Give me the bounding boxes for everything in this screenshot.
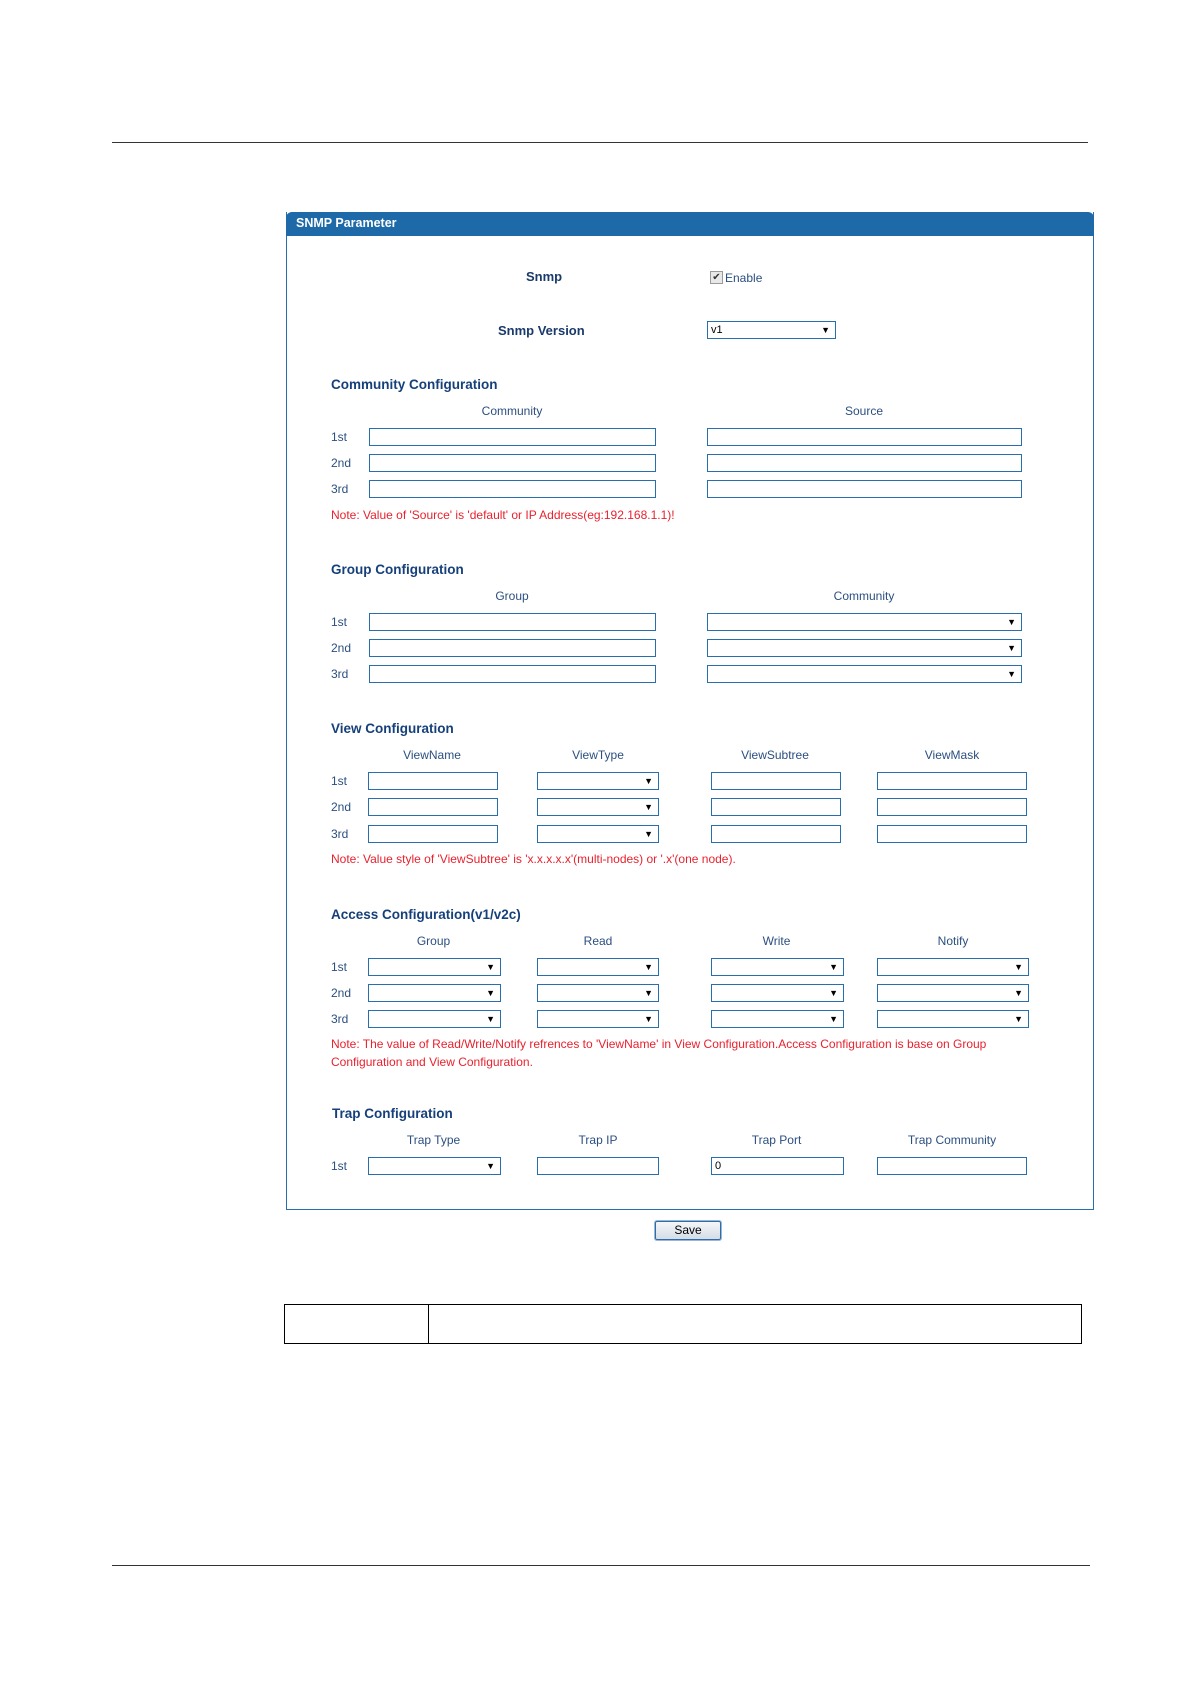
access-note-line1: Note: The value of Read/Write/Notify refrences to 'ViewName' in View Configuration.Access Configuration is base on Group [331, 1037, 987, 1051]
row-label: 2nd [331, 641, 352, 655]
dropdown-arrow-icon: ▼ [1007, 643, 1016, 653]
access-read-2-select[interactable] [537, 984, 659, 1002]
viewtype-3-select[interactable] [537, 825, 659, 843]
description-table [284, 1304, 1082, 1344]
col-header-viewmask: ViewMask [924, 748, 980, 762]
dropdown-arrow-icon: ▼ [1007, 617, 1016, 627]
access-notify-2-select[interactable] [877, 984, 1029, 1002]
dropdown-arrow-icon: ▼ [1007, 669, 1016, 679]
row-label: 1st [331, 615, 348, 629]
col-header-community: Community [833, 589, 895, 603]
group-community-1-select[interactable] [707, 613, 1022, 631]
snmp-enable-checkbox[interactable] [710, 271, 723, 284]
col-header-read: Read [583, 934, 613, 948]
access-group-3-select[interactable] [368, 1010, 501, 1028]
dropdown-arrow-icon: ▼ [821, 325, 830, 335]
viewmask-3-input[interactable] [877, 825, 1027, 843]
access-config-title: Access Configuration(v1/v2c) [331, 907, 521, 922]
col-header-group: Group [495, 589, 529, 603]
enable-label: Enable [725, 271, 763, 285]
viewsubtree-3-input[interactable] [711, 825, 841, 843]
snmp-version-label: Snmp Version [498, 323, 585, 338]
group-3-input[interactable] [369, 665, 656, 683]
access-write-2-select[interactable] [711, 984, 844, 1002]
snmp-version-select[interactable] [707, 321, 836, 339]
col-header-trap-port: Trap Port [751, 1133, 802, 1147]
access-read-3-select[interactable] [537, 1010, 659, 1028]
col-header-trap-type: Trap Type [406, 1133, 461, 1147]
dropdown-arrow-icon: ▼ [486, 962, 495, 972]
viewtype-1-select[interactable] [537, 772, 659, 790]
dropdown-arrow-icon: ▼ [1014, 1014, 1023, 1024]
snmp-parameter-panel [286, 212, 1094, 1210]
trap-ip-input[interactable] [537, 1157, 659, 1175]
col-header-viewname: ViewName [403, 748, 461, 762]
dropdown-arrow-icon: ▼ [486, 1014, 495, 1024]
source-3-input[interactable] [707, 480, 1022, 498]
col-header-group: Group [416, 934, 451, 948]
viewname-3-input[interactable] [368, 825, 498, 843]
save-button[interactable]: Save [655, 1221, 721, 1240]
row-label: 3rd [331, 482, 349, 496]
community-config-title: Community Configuration [331, 377, 498, 392]
dropdown-arrow-icon: ▼ [829, 988, 838, 998]
source-2-input[interactable] [707, 454, 1022, 472]
col-header-notify: Notify [937, 934, 969, 948]
col-header-trap-ip: Trap IP [578, 1133, 618, 1147]
dropdown-arrow-icon: ▼ [486, 1161, 495, 1171]
group-community-2-select[interactable] [707, 639, 1022, 657]
group-config-title: Group Configuration [331, 562, 464, 577]
row-label: 3rd [331, 667, 349, 681]
row-label: 1st [331, 430, 348, 444]
group-2-input[interactable] [369, 639, 656, 657]
dropdown-arrow-icon: ▼ [644, 988, 653, 998]
viewsubtree-2-input[interactable] [711, 798, 841, 816]
viewname-1-input[interactable] [368, 772, 498, 790]
access-group-1-select[interactable] [368, 958, 501, 976]
row-label: 3rd [331, 1012, 349, 1026]
col-header-trap-community: Trap Community [907, 1133, 997, 1147]
dropdown-arrow-icon: ▼ [829, 1014, 838, 1024]
dropdown-arrow-icon: ▼ [829, 962, 838, 972]
row-label: 1st [331, 774, 348, 788]
community-2-input[interactable] [369, 454, 656, 472]
trap-config-title: Trap Configuration [332, 1106, 453, 1121]
viewtype-2-select[interactable] [537, 798, 659, 816]
row-label: 2nd [331, 456, 352, 470]
row-label: 2nd [331, 800, 352, 814]
view-config-title: View Configuration [331, 721, 454, 736]
panel-header [286, 212, 1094, 236]
trap-port-input[interactable]: 0 [711, 1157, 844, 1175]
dropdown-arrow-icon: ▼ [644, 802, 653, 812]
group-1-input[interactable] [369, 613, 656, 631]
row-label: 2nd [331, 986, 352, 1000]
col-header-community: Community [481, 404, 543, 418]
access-notify-1-select[interactable] [877, 958, 1029, 976]
dropdown-arrow-icon: ▼ [644, 962, 653, 972]
snmp-label: Snmp [526, 269, 563, 284]
row-label: 3rd [331, 827, 349, 841]
dropdown-arrow-icon: ▼ [1014, 962, 1023, 972]
col-header-source: Source [844, 404, 884, 418]
table-divider [428, 1305, 429, 1343]
viewmask-1-input[interactable] [877, 772, 1027, 790]
viewsubtree-1-input[interactable] [711, 772, 841, 790]
check-icon: ✔ [712, 272, 721, 283]
access-notify-3-select[interactable] [877, 1010, 1029, 1028]
community-1-input[interactable] [369, 428, 656, 446]
col-header-write: Write [762, 934, 791, 948]
access-group-2-select[interactable] [368, 984, 501, 1002]
bottom-rule [112, 1565, 1090, 1566]
dropdown-arrow-icon: ▼ [1014, 988, 1023, 998]
viewmask-2-input[interactable] [877, 798, 1027, 816]
access-read-1-select[interactable] [537, 958, 659, 976]
col-header-viewsubtree: ViewSubtree [741, 748, 809, 762]
access-write-3-select[interactable] [711, 1010, 844, 1028]
community-note: Note: Value of 'Source' is 'default' or IP Address(eg:192.168.1.1)! [331, 508, 675, 522]
snmp-version-value: v1 [711, 324, 723, 336]
dropdown-arrow-icon: ▼ [644, 829, 653, 839]
trap-type-select[interactable] [368, 1157, 501, 1175]
col-header-viewtype: ViewType [572, 748, 624, 762]
dropdown-arrow-icon: ▼ [644, 776, 653, 786]
access-write-1-select[interactable] [711, 958, 844, 976]
viewname-2-input[interactable] [368, 798, 498, 816]
top-rule [112, 142, 1088, 143]
trap-community-input[interactable] [877, 1157, 1027, 1175]
dropdown-arrow-icon: ▼ [644, 1014, 653, 1024]
view-note: Note: Value style of 'ViewSubtree' is 'x.x.x.x.x'(multi-nodes) or '.x'(one node). [331, 852, 736, 866]
panel-title: SNMP Parameter [296, 216, 397, 230]
row-label: 1st [331, 1159, 348, 1173]
access-note-line2: Configuration and View Configuration. [331, 1055, 533, 1069]
group-community-3-select[interactable] [707, 665, 1022, 683]
community-3-input[interactable] [369, 480, 656, 498]
source-1-input[interactable] [707, 428, 1022, 446]
row-label: 1st [331, 960, 348, 974]
dropdown-arrow-icon: ▼ [486, 988, 495, 998]
